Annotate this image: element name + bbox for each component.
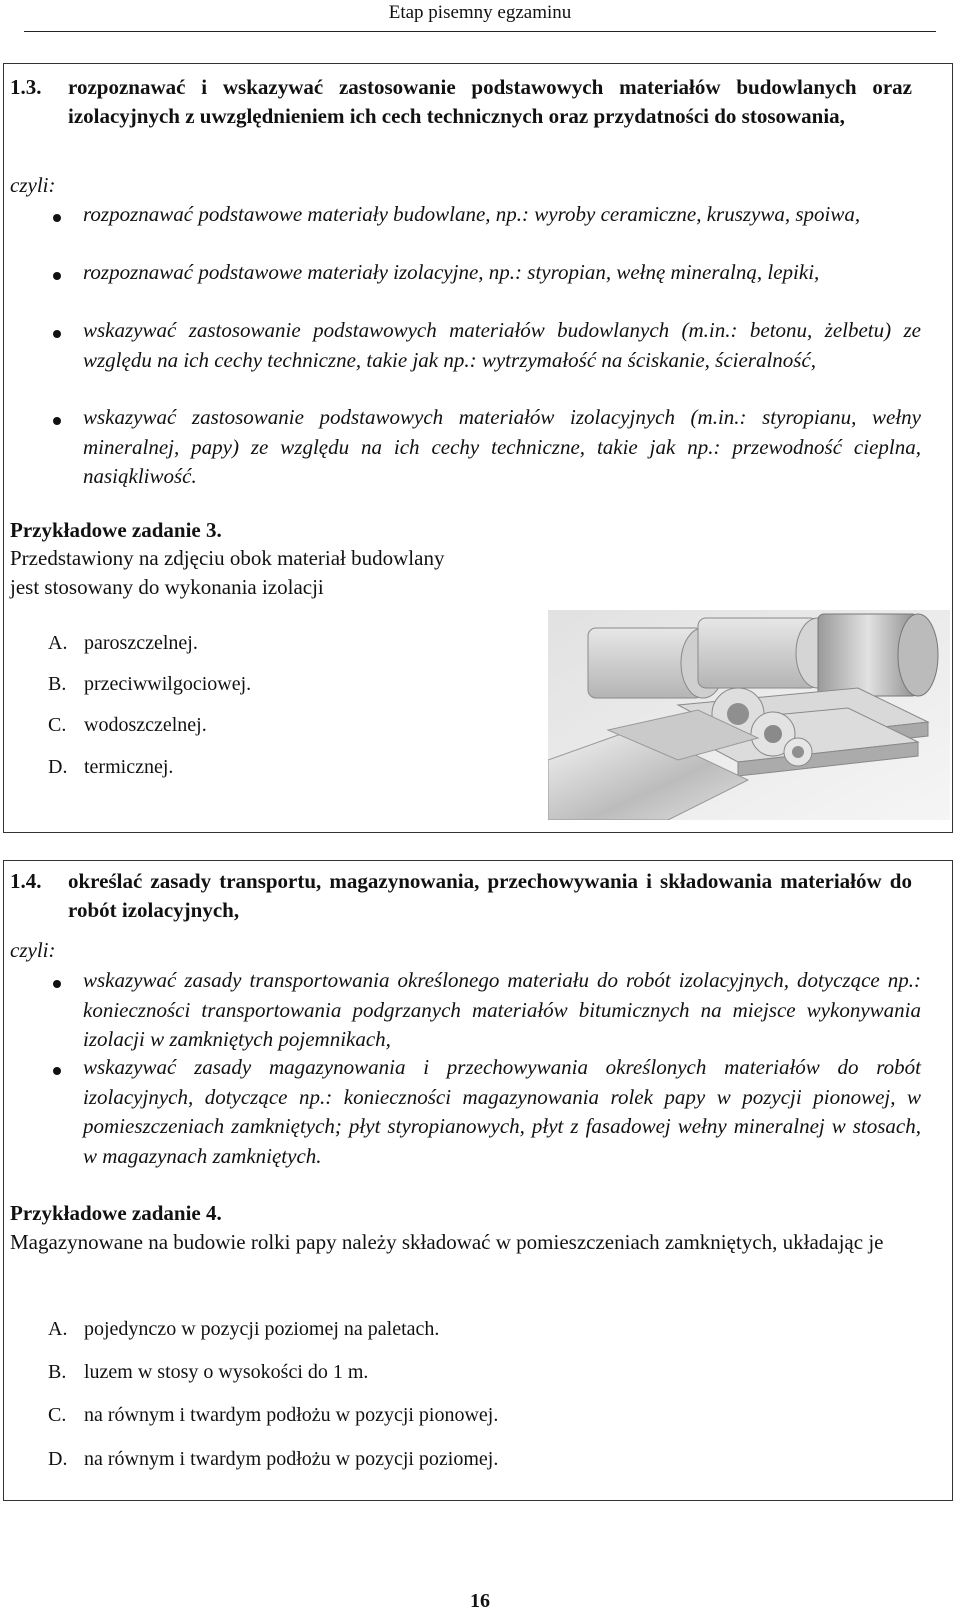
option-letter: A. xyxy=(48,632,68,654)
czyli-label-2: czyli: xyxy=(10,938,56,962)
task-3-option-c xyxy=(48,714,207,737)
option-text: paroszczelnej. xyxy=(84,632,198,654)
bullet-dot-icon xyxy=(53,1067,61,1075)
list-item: wskazywać zastosowanie podstawowych materiałów izolacyjnych (m.in.: styropianu, wełny mineralnej, papy) ze względu na ich cechy techniczne, takie jak np.: przewodność cieplna, nasiąkliwość. xyxy=(83,405,921,488)
option-letter: C. xyxy=(48,1404,67,1426)
option-text: luzem w stosy o wysokości do 1 m. xyxy=(84,1361,369,1383)
section-number-1-3: 1.3. xyxy=(10,75,42,99)
bullet-dot-icon xyxy=(53,980,61,988)
list-item: wskazywać zasady magazynowania i przechowywania określonych materiałów do robót izolacyjnych, dotyczące np.: konieczności magazynowania rolek papy w pozycji pionowej, w pomieszczeniach zamkniętych; płyt styropianowych, płyt z fasadowej wełny mineralnej w stosach, w magazynach zamkniętych. xyxy=(83,1055,921,1168)
list-item: wskazywać zasady transportowania określonego materiału do robót izolacyjnych, dotyczące np.: konieczności transportowania podgrzanych materiałów bitumicznych na miejsce wykonywania izolacji w zamkniętych pojemnikach, xyxy=(83,968,921,1051)
header-title: Etap pisemny egzaminu xyxy=(388,2,572,23)
option-letter: B. xyxy=(48,1361,67,1383)
task-4-option-c xyxy=(48,1404,498,1427)
czyli-label-1: czyli: xyxy=(10,173,56,197)
task-3-heading: Przykładowe zadanie 3. xyxy=(10,518,222,542)
section-number-1-4: 1.4. xyxy=(10,869,42,893)
bullet-dot-icon xyxy=(53,214,61,222)
bullet-dot-icon xyxy=(53,330,61,338)
task-4-option-b xyxy=(48,1361,368,1384)
task-3-line-2: jest stosowany do wykonania izolacji xyxy=(10,575,324,599)
option-letter: B. xyxy=(48,673,67,695)
list-item: rozpoznawać podstawowe materiały izolacyjne, np.: styropian, wełnę mineralną, lepiki, xyxy=(83,260,820,284)
bullet-dot-icon xyxy=(53,272,61,280)
task-4-option-d xyxy=(48,1448,498,1471)
insulation-materials-photo xyxy=(548,610,950,820)
task-3-option-d xyxy=(48,756,173,779)
option-letter: A. xyxy=(48,1318,68,1340)
option-letter: D. xyxy=(48,1448,68,1470)
option-text: pojedynczo w pozycji poziomej na paletach. xyxy=(84,1318,440,1340)
option-text: na równym i twardym podłożu w pozycji poziomej. xyxy=(84,1448,499,1470)
option-letter: D. xyxy=(48,756,68,778)
task-4-text: Magazynowane na budowie rolki papy należy składować w pomieszczeniach zamkniętych, układając je xyxy=(10,1230,884,1254)
task-4-heading: Przykładowe zadanie 4. xyxy=(10,1201,222,1225)
option-text: wodoszczelnej. xyxy=(84,714,207,736)
task-3-option-b xyxy=(48,673,251,696)
list-item: wskazywać zastosowanie podstawowych materiałów budowlanych (m.in.: betonu, żelbetu) ze względu na ich cechy techniczne, takie jak np.: wytrzymałość na ściskanie, ścieralność, xyxy=(83,318,921,372)
task-3-option-a xyxy=(48,632,198,655)
option-letter: C. xyxy=(48,714,67,736)
list-item: rozpoznawać podstawowe materiały budowlane, np.: wyroby ceramiczne, kruszywa, spoiwa, xyxy=(83,202,861,226)
option-text: na równym i twardym podłożu w pozycji pionowej. xyxy=(84,1404,499,1426)
section-title-1-3: rozpoznawać i wskazywać zastosowanie podstawowych materiałów budowlanych oraz izolacyjnych z uwzględnieniem ich cech technicznych oraz przydatności do stosowania, xyxy=(68,75,912,128)
option-text: przeciwwilgociowej. xyxy=(84,673,252,695)
page-header xyxy=(24,0,936,32)
section-title-1-4: określać zasady transportu, magazynowania, przechowywania i składowania materiałów do robót izolacyjnych, xyxy=(68,869,912,922)
task-4-option-a xyxy=(48,1318,439,1341)
task-3-line-1: Przedstawiony na zdjęciu obok materiał budowlany xyxy=(10,546,445,570)
option-text: termicznej. xyxy=(84,756,174,778)
page-number: 16 xyxy=(470,1590,490,1612)
bullet-dot-icon xyxy=(53,417,61,425)
